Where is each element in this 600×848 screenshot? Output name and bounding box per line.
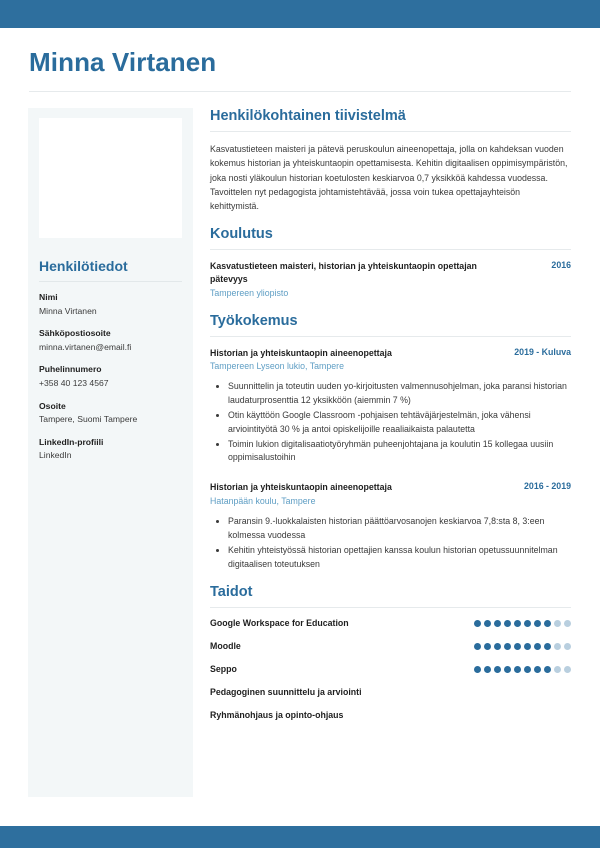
- skill-dot-empty: [564, 666, 571, 673]
- education-entry-list: [210, 260, 571, 299]
- skill-level-dots: [474, 666, 571, 673]
- entry-bullet: • Otin käyttöön Google Classroom -pohjaisen tehtäväjärjestelmän, joka vähensi arviointityötä 30 % ja antoi opiskelijoille reaaliaikaista palautetta: [228, 409, 571, 437]
- skill-dot-empty: [554, 620, 561, 627]
- entry-title: Historian ja yhteiskuntaopin aineenopettaja: [210, 482, 392, 493]
- entry-bullet-list: [210, 515, 571, 572]
- skill-dot-filled: [484, 643, 491, 650]
- summary-text: Kasvatustieteen maisteri ja pätevä peruskoulun aineenopettaja, jolla on kahdeksan vuoden kokemus historian ja yhteiskuntaopin opettamisesta. Kehitin digitaalisen oppimisympäristön, joka nosti yläkoulun historian koetulosten keskiarvoa 0,7 yksikköä kahdessa vuodessa. Tavoittelen nyt pedagogista johtamistehtävää, jossa voin tukea opettajayhteisön kehittymistä.: [210, 144, 568, 211]
- contact-field-value: minna.virtanen@email.fi: [39, 341, 132, 352]
- skill-dot-filled: [524, 643, 531, 650]
- entry-organization: Tampereen Lyseon lukio, Tampere: [210, 361, 344, 372]
- resume-header: [29, 48, 571, 92]
- contact-field-value: Tampere, Suomi Tampere: [39, 414, 138, 425]
- skill-dot-filled: [484, 666, 491, 673]
- skill-dot-filled: [544, 643, 551, 650]
- sidebar-heading-personal-details: Henkilötiedot: [39, 258, 128, 274]
- entry-title: Historian ja yhteiskuntaopin aineenopettaja: [210, 347, 392, 358]
- entry-title: Kasvatustieteen maisteri, historian ja yhteiskuntaopin opettajan pätevyys: [210, 261, 477, 284]
- contact-field-label: Osoite: [39, 400, 66, 411]
- section-heading-skills: Taidot: [210, 584, 253, 601]
- skill-name: Moodle: [210, 641, 241, 652]
- contact-field: [39, 328, 182, 353]
- skill-dot-filled: [514, 620, 521, 627]
- resume-entry: [210, 260, 571, 299]
- experience-entry-list: [210, 347, 571, 572]
- entry-header: [210, 481, 571, 494]
- skill-dot-filled: [544, 620, 551, 627]
- section-experience: [210, 313, 571, 572]
- skill-row: [210, 664, 571, 674]
- skill-name: Ryhmänohjaus ja opinto-ohjaus: [210, 710, 344, 721]
- sidebar-heading-divider: [39, 281, 182, 282]
- skill-dot-filled: [474, 620, 481, 627]
- section-divider: [210, 249, 571, 250]
- skill-dot-filled: [504, 620, 511, 627]
- contact-field-label: Nimi: [39, 292, 58, 302]
- header-divider: [29, 91, 571, 92]
- entry-date: 2016: [551, 260, 571, 271]
- skill-dot-filled: [484, 620, 491, 627]
- skill-dot-empty: [564, 643, 571, 650]
- skill-dot-filled: [524, 666, 531, 673]
- sidebar: [28, 108, 193, 797]
- contact-field-label: LinkedIn-profiili: [39, 436, 104, 447]
- resume-entry: [210, 481, 571, 571]
- skill-dot-filled: [534, 620, 541, 627]
- skill-dot-filled: [534, 666, 541, 673]
- section-divider: [210, 336, 571, 337]
- skill-row: [210, 641, 571, 651]
- skill-row: [210, 618, 571, 628]
- entry-bullet: • Toimin lukion digitalisaatiotyöryhmän puheenjohtajana ja koulutin 15 kollegaa uusiin oppimisalustoihin: [228, 438, 571, 466]
- section-summary: [210, 108, 571, 213]
- skill-dot-empty: [554, 643, 561, 650]
- contact-field: [39, 437, 182, 462]
- section-divider: [210, 131, 571, 132]
- skill-name: Google Workspace for Education: [210, 618, 349, 629]
- skill-row: [210, 687, 571, 697]
- skill-dot-empty: [554, 666, 561, 673]
- contact-field: [39, 364, 182, 389]
- skill-dot-filled: [474, 643, 481, 650]
- skill-level-dots: [474, 620, 571, 627]
- resume-entry: [210, 347, 571, 466]
- skill-dot-filled: [524, 620, 531, 627]
- contact-field: [39, 401, 182, 426]
- contact-field: [39, 292, 182, 317]
- section-skills: [210, 584, 571, 720]
- entry-date: 2019 - Kuluva: [514, 346, 571, 357]
- skill-level-dots: [474, 643, 571, 650]
- entry-header: [210, 347, 571, 360]
- skill-dot-filled: [534, 643, 541, 650]
- skill-dot-filled: [504, 643, 511, 650]
- skill-dot-filled: [514, 643, 521, 650]
- entry-bullet: • Suunnittelin ja toteutin uuden yo-kirjoitusten valmennusohjelman, joka paransi historian laudaturprosenttia 12 yksikköön (aiemmin 7 %): [228, 380, 571, 408]
- contact-field-value: +358 40 123 4567: [39, 377, 109, 388]
- section-heading-experience: Työkokemus: [210, 312, 298, 329]
- page-title: Minna Virtanen: [29, 47, 217, 77]
- entry-organization: Hatanpään koulu, Tampere: [210, 496, 316, 507]
- skill-list: [210, 618, 571, 720]
- entry-date: 2016 - 2019: [524, 481, 571, 492]
- section-divider: [210, 607, 571, 608]
- skill-name: Seppo: [210, 664, 237, 675]
- skill-dot-filled: [494, 666, 501, 673]
- contact-field-label: Puhelinnumero: [39, 364, 102, 375]
- entry-bullet: • Kehitin yhteistyössä historian opettajien kanssa koulun historian opetussuunnitelman digitaalisen toteutuksen: [228, 544, 571, 572]
- top-accent-bar: [0, 0, 600, 28]
- section-heading-education: Koulutus: [210, 226, 273, 243]
- skill-dot-empty: [564, 620, 571, 627]
- photo-placeholder: [39, 118, 182, 238]
- skill-dot-filled: [494, 643, 501, 650]
- skill-dot-filled: [514, 666, 521, 673]
- skill-row: [210, 710, 571, 720]
- skill-dot-filled: [474, 666, 481, 673]
- skill-dot-filled: [544, 666, 551, 673]
- contact-field-label: Sähköpostiosoite: [39, 328, 111, 339]
- main-column: [210, 108, 571, 733]
- contact-field-list: [39, 292, 182, 462]
- bottom-accent-bar: [0, 826, 600, 848]
- entry-spacer: [210, 469, 571, 481]
- section-heading-summary: Henkilökohtainen tiivistelmä: [210, 108, 406, 124]
- skill-dot-filled: [504, 666, 511, 673]
- entry-bullet-list: [210, 380, 571, 465]
- entry-organization: Tampereen yliopisto: [210, 287, 289, 298]
- entry-bullet: • Paransin 9.-luokkalaisten historian päättöarvosanojen keskiarvoa 7,8:sta 8, 3:een kolmessa vuodessa: [228, 515, 571, 543]
- skill-name: Pedagoginen suunnittelu ja arviointi: [210, 687, 362, 698]
- entry-header: [210, 260, 571, 286]
- contact-field-value: Minna Virtanen: [39, 305, 97, 316]
- section-education: [210, 226, 571, 299]
- skill-dot-filled: [494, 620, 501, 627]
- contact-field-value: LinkedIn: [39, 450, 72, 461]
